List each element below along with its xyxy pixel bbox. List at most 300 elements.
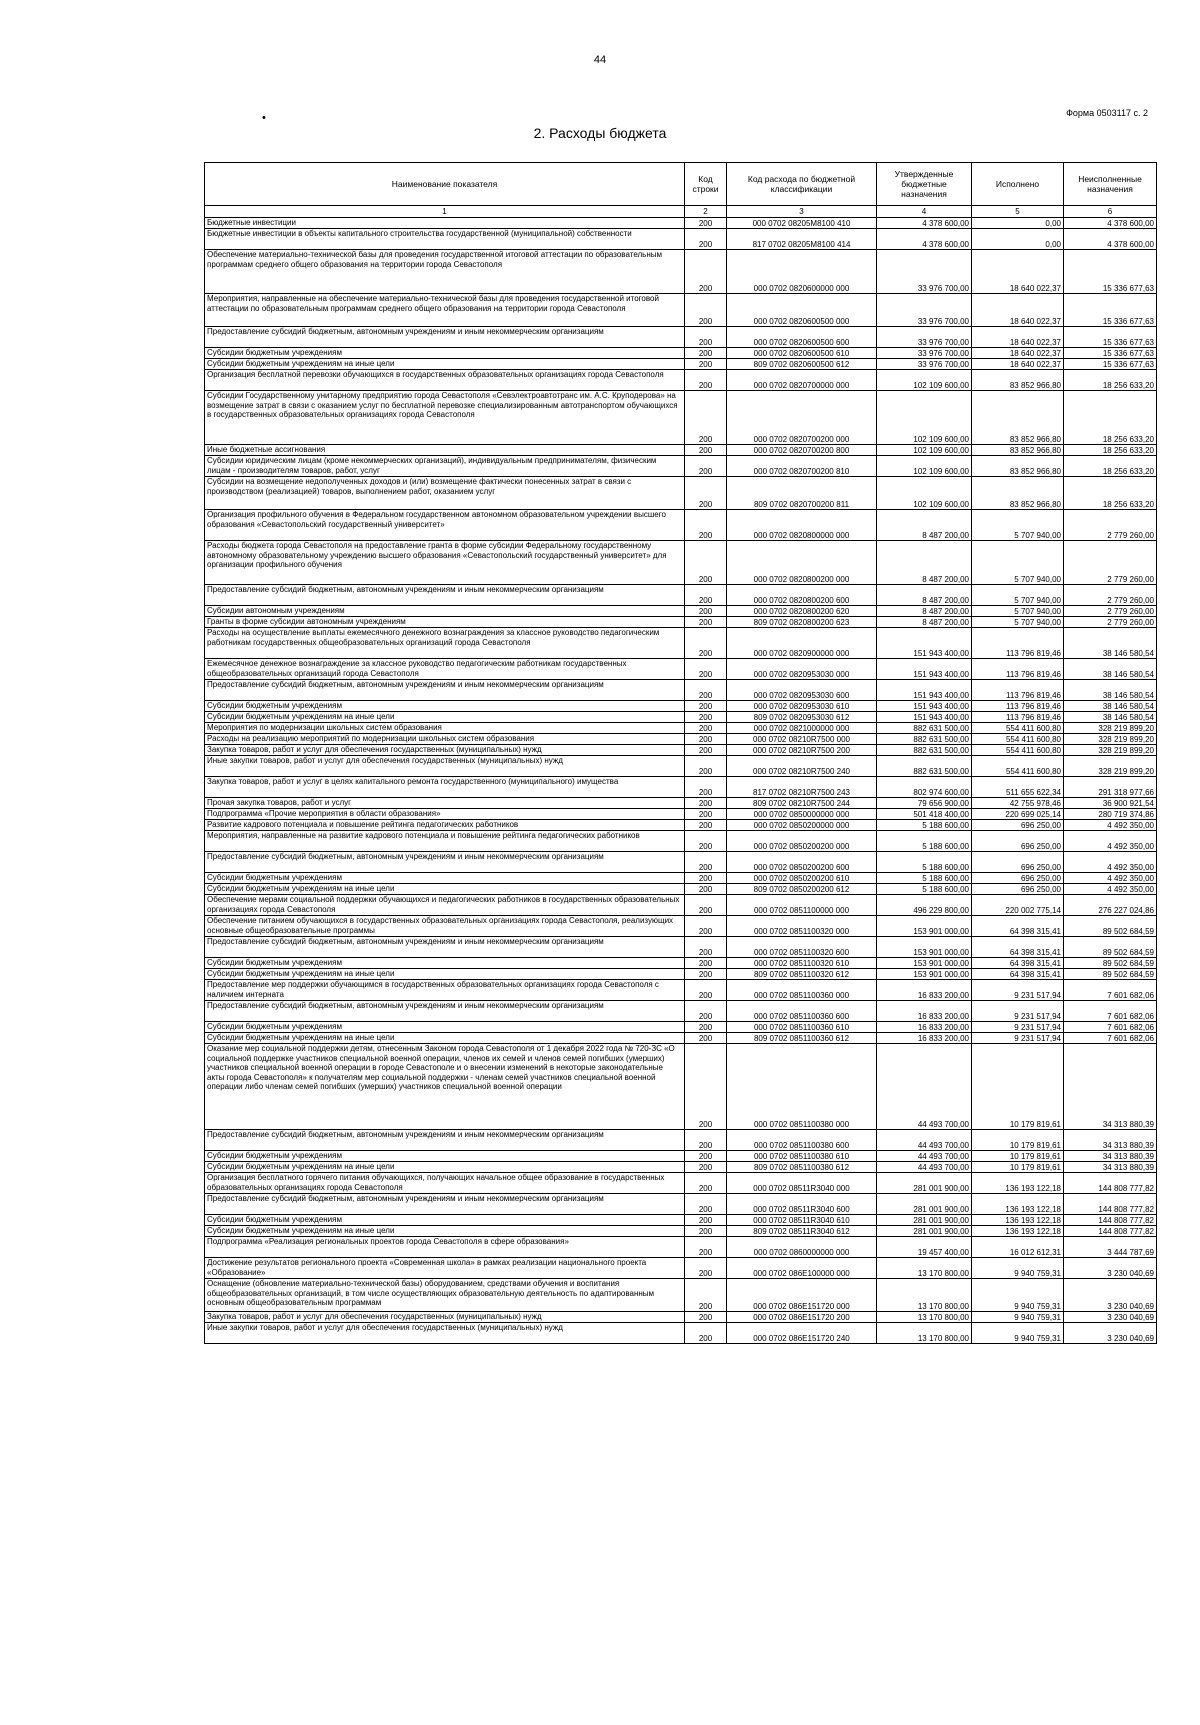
cell-unexecuted: 3 230 040,69 [1064, 1312, 1157, 1323]
cell-approved: 16 833 200,00 [877, 1001, 972, 1022]
cell-approved: 33 976 700,00 [877, 348, 972, 359]
cell-unexecuted: 38 146 580,54 [1064, 659, 1157, 680]
cell-approved: 882 631 500,00 [877, 745, 972, 756]
cell-approved: 16 833 200,00 [877, 980, 972, 1001]
cell-budget-code: 000 0702 0820600500 000 [727, 294, 877, 327]
cell-line-code: 200 [685, 1312, 727, 1323]
cell-approved: 281 001 900,00 [877, 1226, 972, 1237]
cell-name: Предоставление субсидий бюджетным, автономным учреждениям и иным некоммерческим организациям [205, 1194, 685, 1215]
cell-unexecuted: 38 146 580,54 [1064, 628, 1157, 659]
cell-unexecuted: 3 230 040,69 [1064, 1258, 1157, 1279]
cell-executed: 5 707 940,00 [972, 585, 1064, 606]
cell-approved: 102 109 600,00 [877, 456, 972, 477]
cell-name: Гранты в форме субсидии автономным учреждениям [205, 617, 685, 628]
cell-name: Организация бесплатного горячего питания обучающихся, получающих начальное общее образование в государственных образовательных организациях города Севастополя [205, 1173, 685, 1194]
cell-budget-code: 000 0702 086E151720 240 [727, 1323, 877, 1344]
cell-line-code: 200 [685, 1279, 727, 1312]
cell-budget-code: 000 0702 0851100000 000 [727, 895, 877, 916]
table-row [205, 1001, 1157, 1022]
cell-name: Бюджетные инвестиции в объекты капитального строительства государственной (муниципальной) собственности [205, 229, 685, 250]
cell-name: Предоставление субсидий бюджетным, автономным учреждениям и иным некоммерческим организациям [205, 680, 685, 701]
cell-line-code: 200 [685, 1323, 727, 1344]
cell-executed: 136 193 122,18 [972, 1215, 1064, 1226]
table-body [205, 218, 1157, 1344]
cell-name: Прочая закупка товаров, работ и услуг [205, 798, 685, 809]
cell-approved: 13 170 800,00 [877, 1279, 972, 1312]
cell-unexecuted: 18 256 633,20 [1064, 370, 1157, 391]
table-row [205, 456, 1157, 477]
table-row [205, 680, 1157, 701]
cell-name: Иные закупки товаров, работ и услуг для обеспечения государственных (муниципальных) нужд [205, 756, 685, 777]
cell-approved: 8 487 200,00 [877, 541, 972, 585]
cell-line-code: 200 [685, 831, 727, 852]
table-row [205, 391, 1157, 445]
cell-unexecuted: 38 146 580,54 [1064, 701, 1157, 712]
cell-executed: 18 640 022,37 [972, 359, 1064, 370]
cell-line-code: 200 [685, 229, 727, 250]
cell-budget-code: 000 0702 0820600500 600 [727, 327, 877, 348]
cell-name: Развитие кадрового потенциала и повышение рейтинга педагогических работников [205, 820, 685, 831]
cell-budget-code: 000 0702 0850200200 000 [727, 831, 877, 852]
cell-unexecuted: 15 336 677,63 [1064, 327, 1157, 348]
cell-unexecuted: 18 256 633,20 [1064, 391, 1157, 445]
cell-approved: 5 188 600,00 [877, 873, 972, 884]
cell-unexecuted: 38 146 580,54 [1064, 680, 1157, 701]
cell-line-code: 200 [685, 477, 727, 510]
cell-line-code: 200 [685, 1237, 727, 1258]
cell-line-code: 200 [685, 327, 727, 348]
cell-unexecuted: 15 336 677,63 [1064, 348, 1157, 359]
cell-unexecuted: 144 808 777,82 [1064, 1173, 1157, 1194]
cell-name: Субсидии бюджетным учреждениям на иные цели [205, 969, 685, 980]
cell-unexecuted: 2 779 260,00 [1064, 510, 1157, 541]
cell-executed: 696 250,00 [972, 820, 1064, 831]
cell-line-code: 200 [685, 937, 727, 958]
table-row [205, 1033, 1157, 1044]
cell-name: Бюджетные инвестиции [205, 218, 685, 229]
cell-budget-code: 809 0702 08511R3040 612 [727, 1226, 877, 1237]
cell-budget-code: 000 0702 0820800200 600 [727, 585, 877, 606]
cell-line-code: 200 [685, 680, 727, 701]
cell-executed: 554 411 600,80 [972, 723, 1064, 734]
cell-name: Субсидии бюджетным учреждениям на иные цели [205, 359, 685, 370]
cell-executed: 696 250,00 [972, 884, 1064, 895]
column-number: 6 [1064, 206, 1157, 218]
form-code: Форма 0503117 с. 2 [1066, 108, 1148, 118]
cell-name: Субсидии на возмещение недополученных доходов и (или) возмещение фактически понесенных затрат в связи с производством (реализацией) товаров, выполнением работ, оказанием услуг [205, 477, 685, 510]
column-header-budget-code: Код расхода по бюджетной классификации [727, 163, 877, 206]
table-row [205, 1151, 1157, 1162]
cell-line-code: 200 [685, 1001, 727, 1022]
table-row [205, 1022, 1157, 1033]
cell-unexecuted: 18 256 633,20 [1064, 477, 1157, 510]
cell-executed: 554 411 600,80 [972, 756, 1064, 777]
cell-unexecuted: 4 492 350,00 [1064, 884, 1157, 895]
page-number: 44 [593, 54, 607, 66]
cell-unexecuted: 144 808 777,82 [1064, 1194, 1157, 1215]
header-row [205, 163, 1157, 206]
column-numbers-row [205, 206, 1157, 218]
cell-approved: 802 974 600,00 [877, 777, 972, 798]
cell-approved: 13 170 800,00 [877, 1258, 972, 1279]
cell-name: Обеспечение мерами социальной поддержки обучающихся и педагогических работников в государственных образовательных организациях города Севастополя [205, 895, 685, 916]
cell-budget-code: 000 0702 0860000000 000 [727, 1237, 877, 1258]
column-header-line-code: Код строки [685, 163, 727, 206]
cell-line-code: 200 [685, 969, 727, 980]
cell-name: Субсидии бюджетным учреждениям [205, 701, 685, 712]
cell-line-code: 200 [685, 1173, 727, 1194]
cell-unexecuted: 4 492 350,00 [1064, 820, 1157, 831]
cell-approved: 102 109 600,00 [877, 477, 972, 510]
cell-unexecuted: 4 492 350,00 [1064, 852, 1157, 873]
cell-executed: 10 179 819,61 [972, 1130, 1064, 1151]
cell-budget-code: 000 0702 08511R3040 600 [727, 1194, 877, 1215]
cell-executed: 696 250,00 [972, 873, 1064, 884]
cell-approved: 16 833 200,00 [877, 1033, 972, 1044]
cell-line-code: 200 [685, 1151, 727, 1162]
cell-approved: 153 901 000,00 [877, 937, 972, 958]
table-row [205, 229, 1157, 250]
table-row [205, 701, 1157, 712]
cell-approved: 8 487 200,00 [877, 617, 972, 628]
cell-budget-code: 809 0702 0851100380 612 [727, 1162, 877, 1173]
cell-budget-code: 000 0702 08205M8100 410 [727, 218, 877, 229]
cell-line-code: 200 [685, 1258, 727, 1279]
cell-executed: 554 411 600,80 [972, 745, 1064, 756]
cell-budget-code: 000 0702 0851100380 610 [727, 1151, 877, 1162]
cell-executed: 0,00 [972, 218, 1064, 229]
cell-approved: 44 493 700,00 [877, 1151, 972, 1162]
cell-approved: 151 943 400,00 [877, 680, 972, 701]
cell-unexecuted: 7 601 682,06 [1064, 1033, 1157, 1044]
table-row [205, 852, 1157, 873]
cell-name: Организация бесплатной перевозки обучающихся в государственных образовательных организациях города Севастополя [205, 370, 685, 391]
table-row [205, 777, 1157, 798]
cell-line-code: 200 [685, 798, 727, 809]
cell-budget-code: 000 0702 0851100380 000 [727, 1044, 877, 1130]
expenses-table [204, 162, 1157, 1344]
table-row [205, 585, 1157, 606]
cell-name: Оснащение (обновление материально-технической базы) оборудованием, средствами обучения и воспитания общеобразовательных организаций, в том числе осуществляющих образовательную деятельность по адаптированным основным общеобразовательным программам [205, 1279, 685, 1312]
cell-line-code: 200 [685, 712, 727, 723]
cell-executed: 9 940 759,31 [972, 1279, 1064, 1312]
table-row [205, 1215, 1157, 1226]
table-row [205, 1312, 1157, 1323]
cell-line-code: 200 [685, 294, 727, 327]
cell-executed: 83 852 966,80 [972, 456, 1064, 477]
table-row [205, 873, 1157, 884]
cell-name: Субсидии бюджетным учреждениям на иные цели [205, 1226, 685, 1237]
cell-executed: 18 640 022,37 [972, 327, 1064, 348]
cell-line-code: 200 [685, 348, 727, 359]
column-number: 3 [727, 206, 877, 218]
table-row [205, 541, 1157, 585]
table-row [205, 359, 1157, 370]
cell-name: Субсидии бюджетным учреждениям на иные цели [205, 712, 685, 723]
table-row [205, 1279, 1157, 1312]
table-row [205, 477, 1157, 510]
table-row [205, 218, 1157, 229]
cell-budget-code: 000 0702 0820800200 000 [727, 541, 877, 585]
cell-approved: 501 418 400,00 [877, 809, 972, 820]
cell-executed: 113 796 819,46 [972, 680, 1064, 701]
cell-approved: 882 631 500,00 [877, 723, 972, 734]
cell-line-code: 200 [685, 218, 727, 229]
table-row [205, 916, 1157, 937]
table-row [205, 798, 1157, 809]
cell-executed: 696 250,00 [972, 831, 1064, 852]
table-row [205, 734, 1157, 745]
scan-dot: • [262, 112, 266, 124]
table-row [205, 510, 1157, 541]
table-row [205, 1194, 1157, 1215]
cell-approved: 281 001 900,00 [877, 1194, 972, 1215]
cell-budget-code: 000 0702 0820700000 000 [727, 370, 877, 391]
cell-unexecuted: 3 444 787,69 [1064, 1237, 1157, 1258]
cell-executed: 220 002 775,14 [972, 895, 1064, 916]
cell-budget-code: 817 0702 08205M8100 414 [727, 229, 877, 250]
cell-line-code: 200 [685, 1130, 727, 1151]
cell-line-code: 200 [685, 359, 727, 370]
cell-executed: 696 250,00 [972, 852, 1064, 873]
table-row [205, 712, 1157, 723]
cell-approved: 8 487 200,00 [877, 510, 972, 541]
cell-budget-code: 000 0702 0820953030 600 [727, 680, 877, 701]
cell-unexecuted: 4 492 350,00 [1064, 831, 1157, 852]
cell-budget-code: 000 0702 0851100380 600 [727, 1130, 877, 1151]
cell-approved: 281 001 900,00 [877, 1215, 972, 1226]
cell-line-code: 200 [685, 510, 727, 541]
cell-approved: 4 378 600,00 [877, 218, 972, 229]
cell-approved: 79 656 900,00 [877, 798, 972, 809]
table-row [205, 1237, 1157, 1258]
cell-executed: 18 640 022,37 [972, 348, 1064, 359]
cell-executed: 42 755 978,46 [972, 798, 1064, 809]
cell-unexecuted: 18 256 633,20 [1064, 445, 1157, 456]
table-row [205, 980, 1157, 1001]
table-row [205, 1173, 1157, 1194]
cell-name: Иные закупки товаров, работ и услуг для обеспечения государственных (муниципальных) нужд [205, 1323, 685, 1344]
cell-budget-code: 809 0702 0851100360 612 [727, 1033, 877, 1044]
cell-executed: 5 707 940,00 [972, 617, 1064, 628]
cell-approved: 8 487 200,00 [877, 585, 972, 606]
cell-budget-code: 000 0702 086E151720 000 [727, 1279, 877, 1312]
table-row [205, 348, 1157, 359]
cell-budget-code: 809 0702 0820800200 623 [727, 617, 877, 628]
cell-executed: 9 940 759,31 [972, 1258, 1064, 1279]
cell-executed: 113 796 819,46 [972, 712, 1064, 723]
cell-budget-code: 000 0702 08511R3040 000 [727, 1173, 877, 1194]
cell-approved: 102 109 600,00 [877, 370, 972, 391]
cell-line-code: 200 [685, 895, 727, 916]
cell-budget-code: 000 0702 0850000000 000 [727, 809, 877, 820]
cell-line-code: 200 [685, 1162, 727, 1173]
cell-executed: 136 193 122,18 [972, 1194, 1064, 1215]
cell-line-code: 200 [685, 1033, 727, 1044]
cell-executed: 220 699 025,14 [972, 809, 1064, 820]
table-row [205, 1226, 1157, 1237]
cell-executed: 64 398 315,41 [972, 916, 1064, 937]
cell-budget-code: 000 0702 0820800000 000 [727, 510, 877, 541]
cell-executed: 511 655 622,34 [972, 777, 1064, 798]
cell-line-code: 200 [685, 1215, 727, 1226]
cell-line-code: 200 [685, 1022, 727, 1033]
cell-budget-code: 000 0702 086E151720 200 [727, 1312, 877, 1323]
cell-approved: 151 943 400,00 [877, 701, 972, 712]
cell-line-code: 200 [685, 617, 727, 628]
table-row [205, 723, 1157, 734]
cell-budget-code: 809 0702 08210R7500 244 [727, 798, 877, 809]
cell-unexecuted: 15 336 677,63 [1064, 294, 1157, 327]
cell-budget-code: 000 0702 0820800200 620 [727, 606, 877, 617]
table-header [205, 163, 1157, 218]
cell-budget-code: 000 0702 0851100320 610 [727, 958, 877, 969]
cell-executed: 9 940 759,31 [972, 1323, 1064, 1344]
cell-line-code: 200 [685, 1194, 727, 1215]
cell-unexecuted: 2 779 260,00 [1064, 606, 1157, 617]
cell-approved: 5 188 600,00 [877, 820, 972, 831]
cell-executed: 18 640 022,37 [972, 250, 1064, 294]
table-row [205, 831, 1157, 852]
cell-line-code: 200 [685, 606, 727, 617]
cell-approved: 153 901 000,00 [877, 969, 972, 980]
cell-budget-code: 000 0702 08210R7500 240 [727, 756, 877, 777]
cell-executed: 18 640 022,37 [972, 294, 1064, 327]
cell-line-code: 200 [685, 701, 727, 712]
cell-name: Иные бюджетные ассигнования [205, 445, 685, 456]
cell-line-code: 200 [685, 445, 727, 456]
cell-approved: 882 631 500,00 [877, 756, 972, 777]
table-row [205, 820, 1157, 831]
cell-approved: 102 109 600,00 [877, 445, 972, 456]
cell-name: Расходы бюджета города Севастополя на предоставление гранта в форме субсидии Федеральному государственному автономному образовательному учреждению высшего образования «Севастопольский государственный университет» для организации профильного обучения [205, 541, 685, 585]
cell-unexecuted: 18 256 633,20 [1064, 456, 1157, 477]
table-row [205, 370, 1157, 391]
cell-name: Организация профильного обучения в Федеральном государственном автономном образовательном учреждении высшего образования «Севастопольский государственный университет» [205, 510, 685, 541]
cell-line-code: 200 [685, 250, 727, 294]
cell-line-code: 200 [685, 852, 727, 873]
cell-line-code: 200 [685, 916, 727, 937]
cell-executed: 9 231 517,94 [972, 1022, 1064, 1033]
cell-line-code: 200 [685, 1044, 727, 1130]
cell-approved: 33 976 700,00 [877, 359, 972, 370]
page-title: 2. Расходы бюджета [533, 125, 667, 141]
cell-budget-code: 809 0702 0820600500 612 [727, 359, 877, 370]
cell-budget-code: 809 0702 0850200200 612 [727, 884, 877, 895]
cell-name: Субсидии бюджетным учреждениям на иные цели [205, 1162, 685, 1173]
cell-executed: 113 796 819,46 [972, 701, 1064, 712]
cell-line-code: 200 [685, 873, 727, 884]
cell-budget-code: 000 0702 0821000000 000 [727, 723, 877, 734]
cell-unexecuted: 89 502 684,59 [1064, 937, 1157, 958]
cell-line-code: 200 [685, 370, 727, 391]
table-row [205, 327, 1157, 348]
cell-unexecuted: 2 779 260,00 [1064, 617, 1157, 628]
cell-unexecuted: 7 601 682,06 [1064, 1022, 1157, 1033]
cell-name: Подпрограмма «Прочие мероприятия в области образования» [205, 809, 685, 820]
column-number: 1 [205, 206, 685, 218]
cell-approved: 5 188 600,00 [877, 852, 972, 873]
cell-unexecuted: 280 719 374,86 [1064, 809, 1157, 820]
table-row [205, 884, 1157, 895]
cell-line-code: 200 [685, 541, 727, 585]
cell-budget-code: 000 0702 0851100320 000 [727, 916, 877, 937]
cell-unexecuted: 4 378 600,00 [1064, 229, 1157, 250]
cell-unexecuted: 144 808 777,82 [1064, 1226, 1157, 1237]
cell-name: Субсидии бюджетным учреждениям на иные цели [205, 1033, 685, 1044]
cell-unexecuted: 291 318 977,66 [1064, 777, 1157, 798]
table-row [205, 969, 1157, 980]
cell-line-code: 200 [685, 723, 727, 734]
cell-unexecuted: 2 779 260,00 [1064, 541, 1157, 585]
cell-unexecuted: 36 900 921,54 [1064, 798, 1157, 809]
cell-unexecuted: 15 336 677,63 [1064, 250, 1157, 294]
cell-budget-code: 809 0702 0851100320 612 [727, 969, 877, 980]
cell-line-code: 200 [685, 585, 727, 606]
cell-name: Предоставление субсидий бюджетным, автономным учреждениям и иным некоммерческим организациям [205, 327, 685, 348]
cell-budget-code: 000 0702 0820900000 000 [727, 628, 877, 659]
cell-line-code: 200 [685, 628, 727, 659]
cell-approved: 151 943 400,00 [877, 659, 972, 680]
cell-name: Обеспечение материально-технической базы для проведения государственной итоговой аттестации по образовательным программам среднего общего образования на территории города Севастополя [205, 250, 685, 294]
table-row [205, 958, 1157, 969]
cell-approved: 13 170 800,00 [877, 1323, 972, 1344]
column-header-approved: Утвержденные бюджетные назначения [877, 163, 972, 206]
cell-unexecuted: 15 336 677,63 [1064, 359, 1157, 370]
cell-unexecuted: 89 502 684,59 [1064, 969, 1157, 980]
cell-unexecuted: 276 227 024,86 [1064, 895, 1157, 916]
cell-budget-code: 000 0702 0820600000 000 [727, 250, 877, 294]
cell-executed: 64 398 315,41 [972, 969, 1064, 980]
cell-unexecuted: 38 146 580,54 [1064, 712, 1157, 723]
table-row [205, 250, 1157, 294]
cell-unexecuted: 34 313 880,39 [1064, 1130, 1157, 1151]
cell-budget-code: 000 0702 0851100360 610 [727, 1022, 877, 1033]
cell-approved: 33 976 700,00 [877, 327, 972, 348]
cell-approved: 153 901 000,00 [877, 916, 972, 937]
cell-approved: 13 170 800,00 [877, 1312, 972, 1323]
cell-unexecuted: 144 808 777,82 [1064, 1215, 1157, 1226]
cell-line-code: 200 [685, 391, 727, 445]
cell-name: Предоставление субсидий бюджетным, автономным учреждениям и иным некоммерческим организациям [205, 937, 685, 958]
cell-approved: 33 976 700,00 [877, 294, 972, 327]
cell-unexecuted: 4 378 600,00 [1064, 218, 1157, 229]
cell-line-code: 200 [685, 884, 727, 895]
cell-executed: 5 707 940,00 [972, 510, 1064, 541]
cell-name: Субсидии бюджетным учреждениям [205, 873, 685, 884]
cell-name: Обеспечение питанием обучающихся в государственных образовательных организациях города Севастополя, реализующих основные общеобразовательные программы [205, 916, 685, 937]
cell-approved: 153 901 000,00 [877, 958, 972, 969]
cell-name: Мероприятия по модернизации школьных систем образования [205, 723, 685, 734]
cell-name: Субсидии бюджетным учреждениям [205, 1151, 685, 1162]
cell-approved: 102 109 600,00 [877, 391, 972, 445]
cell-line-code: 200 [685, 745, 727, 756]
cell-budget-code: 809 0702 0820953030 612 [727, 712, 877, 723]
cell-unexecuted: 89 502 684,59 [1064, 916, 1157, 937]
column-number: 4 [877, 206, 972, 218]
cell-executed: 9 940 759,31 [972, 1312, 1064, 1323]
cell-line-code: 200 [685, 777, 727, 798]
cell-executed: 9 231 517,94 [972, 1001, 1064, 1022]
cell-line-code: 200 [685, 456, 727, 477]
cell-unexecuted: 34 313 880,39 [1064, 1151, 1157, 1162]
cell-budget-code: 000 0702 0820600500 610 [727, 348, 877, 359]
cell-line-code: 200 [685, 958, 727, 969]
cell-executed: 83 852 966,80 [972, 445, 1064, 456]
column-header-name: Наименование показателя [205, 163, 685, 206]
cell-budget-code: 000 0702 0850200000 000 [727, 820, 877, 831]
cell-executed: 10 179 819,61 [972, 1044, 1064, 1130]
